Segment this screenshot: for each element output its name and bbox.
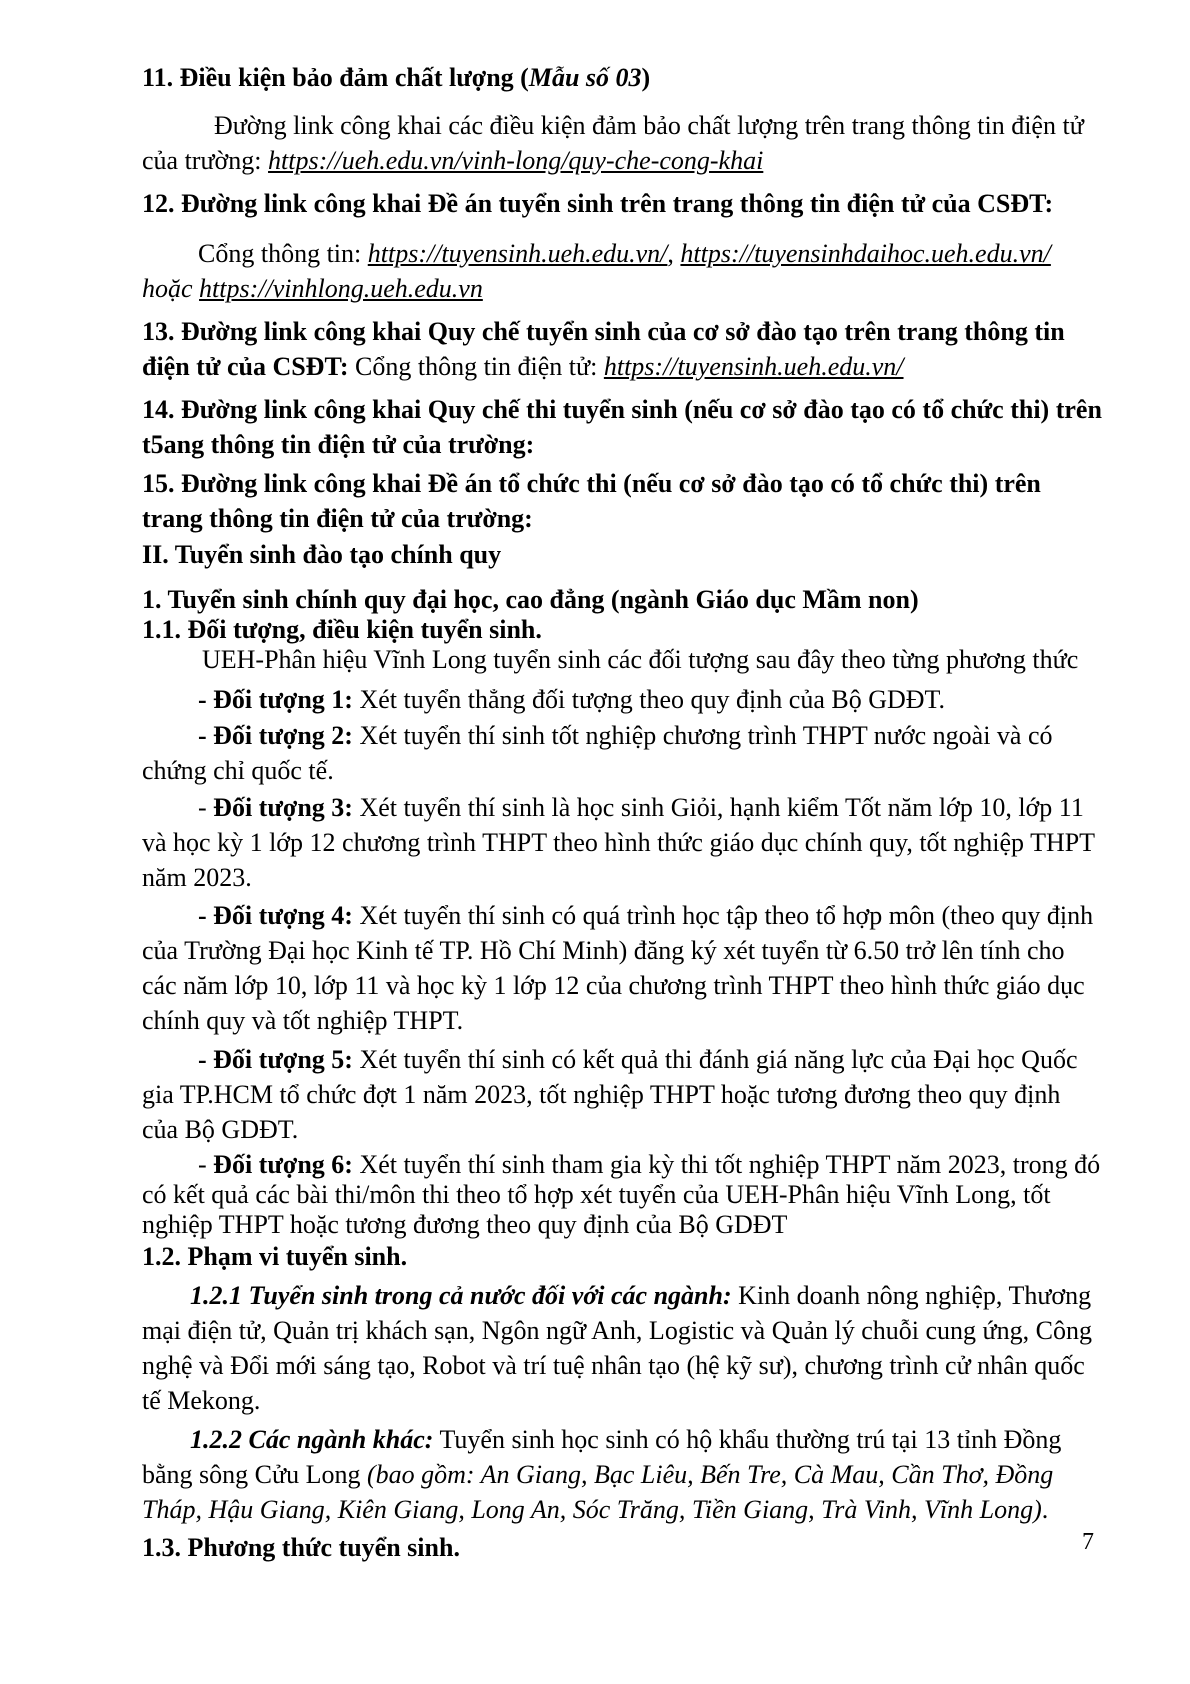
- quy-che-link[interactable]: https://tuyensinh.ueh.edu.vn/: [603, 352, 904, 381]
- section-1-1-heading: 1.1. Đối tượng, điều kiện tuyển sinh.: [142, 615, 542, 644]
- section-1-2-heading: 1.2. Phạm vi tuyển sinh.: [142, 1242, 408, 1271]
- section-12-body: Cổng thông tin: https://tuyensinh.ueh.edu.vn/, https://tuyensinhdaihoc.ueh.edu.vn/ hoặc https://vinhlong.ueh.edu.vn: [142, 239, 1051, 303]
- section-14-heading: 14. Đường link công khai Quy chế thi tuyển sinh (nếu cơ sở đào tạo có tổ chức thi) trên t5ang thông tin điện tử của trường:: [142, 395, 1102, 459]
- doi-tuong-3: - Đối tượng 3: Xét tuyển thí sinh là học sinh Giỏi, hạnh kiểm Tốt năm lớp 10, lớp 11 và học kỳ 1 lớp 12 chương trình THPT theo hình thức giáo dục chính quy, tốt nghiệp THPT năm 2023.: [142, 793, 1095, 892]
- section-1-2-2: 1.2.2 Các ngành khác: Tuyển sinh học sinh có hộ khẩu thường trú tại 13 tỉnh Đồng bằng sông Cửu Long (bao gồm: An Giang, Bạc Liêu, Bến Tre, Cà Mau, Cần Thơ, Đồng Tháp, Hậu Giang, Kiên Giang, Long An, Sóc Trăng, Tiền Giang, Trà Vinh, Vĩnh Long).: [142, 1425, 1062, 1524]
- section-13: 13. Đường link công khai Quy chế tuyển sinh của cơ sở đào tạo trên trang thông tin điện tử của CSĐT: Cổng thông tin điện tử: https://tuyensinh.ueh.edu.vn/: [142, 317, 1065, 381]
- section-11-heading: 11. Điều kiện bảo đảm chất lượng (Mẫu số 03): [142, 63, 651, 92]
- section-1-3-heading: 1.3. Phương thức tuyển sinh.: [142, 1533, 460, 1562]
- vinhlong-link[interactable]: https://vinhlong.ueh.edu.vn: [199, 274, 483, 303]
- page-number: 7: [1082, 1529, 1094, 1555]
- section-1-1-intro: UEH-Phân hiệu Vĩnh Long tuyển sinh các đối tượng sau đây theo từng phương thức: [202, 645, 1079, 674]
- doi-tuong-1: - Đối tượng 1: Xét tuyển thẳng đối tượng theo quy định của Bộ GDĐT.: [198, 685, 945, 714]
- doi-tuong-4: - Đối tượng 4: Xét tuyển thí sinh có quá trình học tập theo tổ hợp môn (theo quy định của Trường Đại học Kinh tế TP. Hồ Chí Minh) đăng ký xét tuyển từ 6.50 trở lên tính cho các năm lớp 10, lớp 11 và học kỳ 1 lớp 12 của chương trình THPT theo hình thức giáo dục chính quy và tốt nghiệp THPT.: [142, 901, 1094, 1035]
- section-15-heading: 15. Đường link công khai Đề án tổ chức thi (nếu cơ sở đào tạo có tổ chức thi) trên trang thông tin điện tử của trường:: [142, 469, 1041, 533]
- quality-link[interactable]: https://ueh.edu.vn/vinh-long/quy-che-cong-khai: [268, 146, 764, 175]
- tuyensinhdaihoc-link[interactable]: https://tuyensinhdaihoc.ueh.edu.vn/: [680, 239, 1051, 268]
- tuyensinh-link[interactable]: https://tuyensinh.ueh.edu.vn/: [367, 239, 668, 268]
- section-1-heading: 1. Tuyển sinh chính quy đại học, cao đẳng (ngành Giáo dục Mầm non): [142, 585, 919, 614]
- part-2-heading: II. Tuyển sinh đào tạo chính quy: [142, 540, 502, 569]
- section-12-heading: 12. Đường link công khai Đề án tuyển sinh trên trang thông tin điện tử của CSĐT:: [142, 189, 1054, 218]
- section-1-2-1: 1.2.1 Tuyển sinh trong cả nước đối với các ngành: Kinh doanh nông nghiệp, Thương mại điện tử, Quản trị khách sạn, Ngôn ngữ Anh, Logistic và Quản lý chuỗi cung ứng, Công nghệ và Đổi mới sáng tạo, Robot và trí tuệ nhân tạo (hệ kỹ sư), chương trình cử nhân quốc tế Mekong.: [142, 1281, 1092, 1415]
- section-11-body: Đường link công khai các điều kiện đảm bảo chất lượng trên trang thông tin điện tử của trường: https://ueh.edu.vn/vinh-long/quy-che-cong-khai: [142, 111, 1084, 175]
- doi-tuong-6: - Đối tượng 6: Xét tuyển thí sinh tham gia kỳ thi tốt nghiệp THPT năm 2023, trong đó có kết quả các bài thi/môn thi theo tổ hợp xét tuyển của UEH-Phân hiệu Vĩnh Long, tốt nghiệp THPT hoặc tương đương theo quy định của Bộ GDĐT: [142, 1150, 1101, 1239]
- doi-tuong-5: - Đối tượng 5: Xét tuyển thí sinh có kết quả thi đánh giá năng lực của Đại học Quốc gia TP.HCM tổ chức đợt 1 năm 2023, tốt nghiệp THPT hoặc tương đương theo quy định của Bộ GDĐT.: [142, 1045, 1078, 1144]
- doi-tuong-2: - Đối tượng 2: Xét tuyển thí sinh tốt nghiệp chương trình THPT nước ngoài và có chứng chỉ quốc tế.: [142, 721, 1053, 785]
